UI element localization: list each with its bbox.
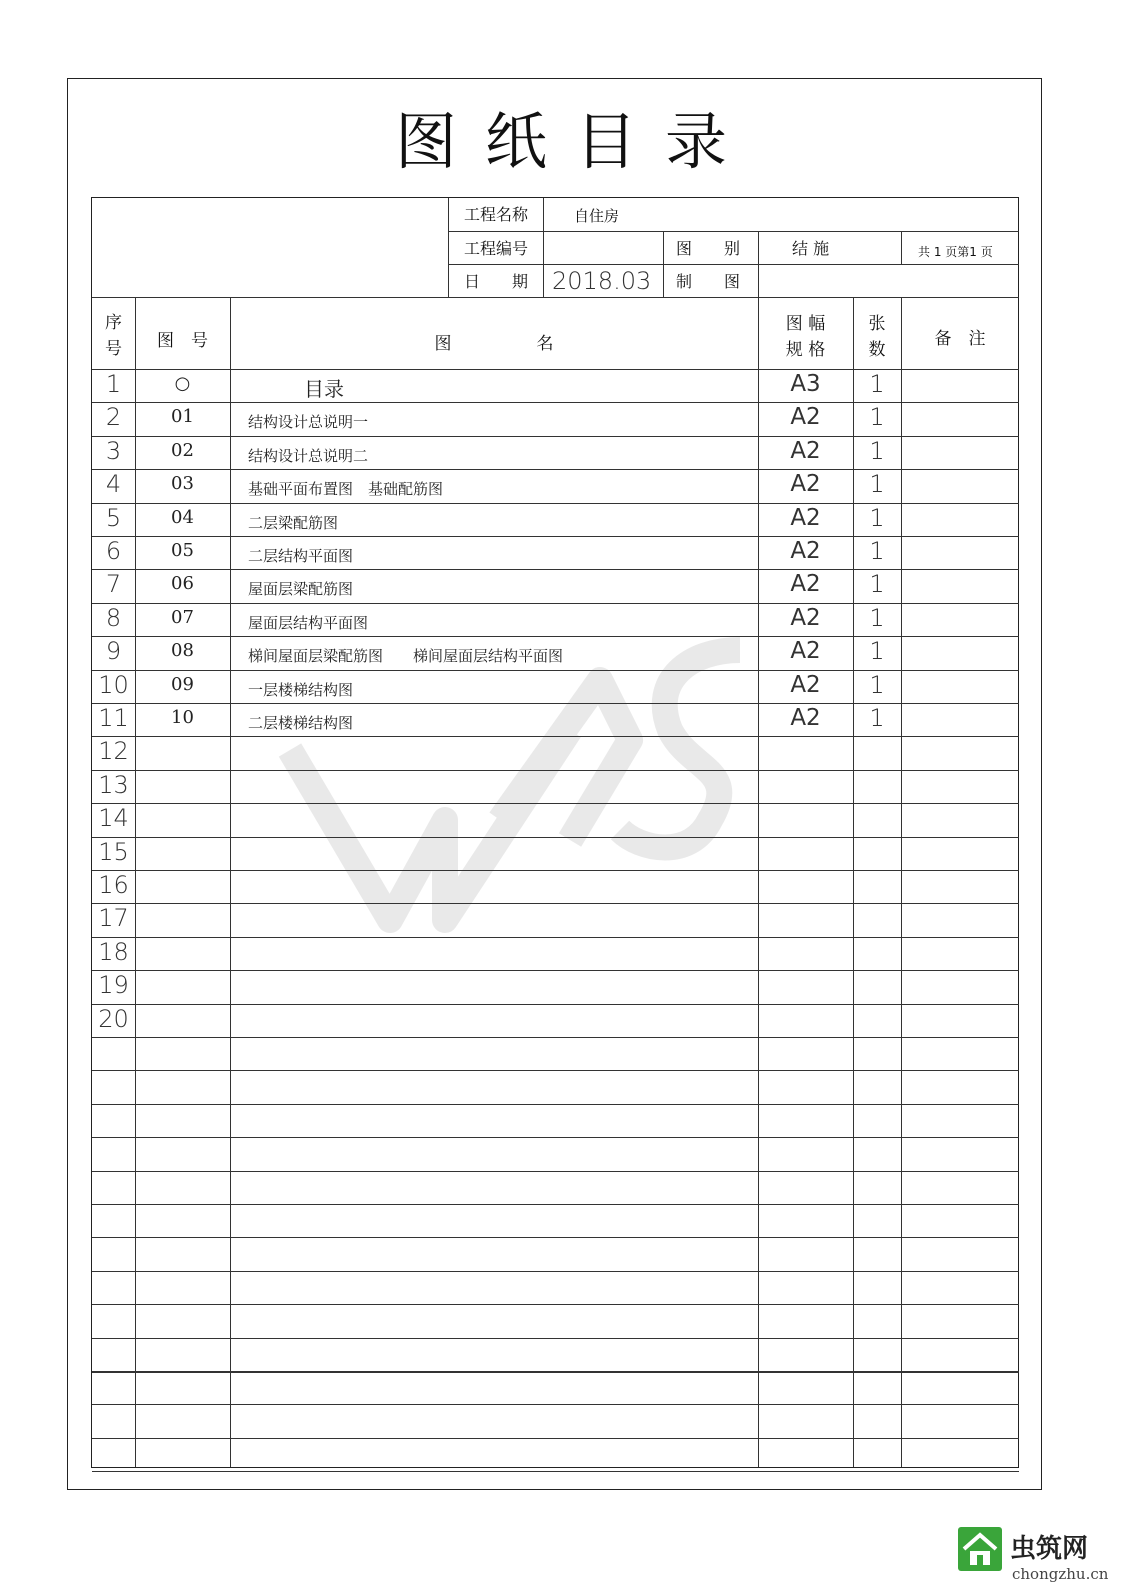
row-count: 1 — [869, 503, 885, 532]
drawing-type-value: 结 施 — [792, 239, 830, 258]
row-count: 1 — [869, 370, 885, 398]
header-count-line1: 张 — [868, 314, 886, 334]
svg-text:虫筑网: 虫筑网 — [1010, 1534, 1089, 1564]
row-code: 09 — [171, 673, 194, 695]
header-remark: 备 注 — [934, 329, 986, 349]
row-seq: 9 — [105, 637, 122, 666]
table-row — [92, 536, 1019, 569]
table-row — [92, 970, 1019, 1003]
row-code: 04 — [171, 506, 194, 528]
table-row — [92, 670, 1019, 703]
header-seq — [92, 310, 135, 362]
row-seq: 7 — [105, 570, 122, 599]
table-row — [92, 770, 1019, 803]
header-format — [758, 311, 853, 363]
header-format-line2: 规 格 — [785, 340, 826, 360]
drawing-type-label: 图 别 — [676, 239, 741, 258]
row-code: 02 — [171, 439, 194, 461]
row-seq: 3 — [105, 436, 122, 465]
row-seq: 19 — [98, 971, 129, 1000]
row-format: A2 — [790, 437, 821, 464]
row-seq: 12 — [98, 737, 129, 766]
table-row — [92, 837, 1019, 870]
table-row — [92, 703, 1019, 736]
row-format: A2 — [790, 705, 821, 731]
row-count: 1 — [869, 704, 885, 732]
table-row — [92, 1104, 1019, 1137]
row-format: A2 — [790, 571, 821, 598]
row-name: 屋面层结构平面图 — [248, 613, 369, 632]
row-format: A2 — [790, 504, 821, 531]
table-row — [92, 469, 1019, 502]
project-name-value: 自住房 — [574, 207, 620, 225]
row-name: 一层楼梯结构图 — [248, 680, 354, 699]
table-row — [92, 569, 1019, 602]
row-code: 06 — [171, 573, 194, 595]
chongzhu-logo — [958, 1525, 1108, 1585]
table-row — [92, 603, 1019, 636]
header-count — [853, 311, 901, 363]
row-seq: 11 — [98, 704, 129, 732]
row-count: 1 — [869, 670, 885, 699]
row-seq: 18 — [98, 937, 129, 966]
row-name: 目录 — [304, 377, 344, 401]
row-name: 结构设计总说明一 — [248, 413, 369, 432]
table-row — [92, 1237, 1019, 1270]
row-seq: 10 — [98, 670, 129, 699]
row-seq: 15 — [98, 837, 129, 866]
catalog-table — [91, 197, 1019, 1468]
row-code: 05 — [171, 540, 194, 561]
table-row — [92, 1037, 1019, 1070]
header-format-line1: 图 幅 — [785, 314, 826, 334]
table-row — [92, 803, 1019, 836]
table-row — [92, 1438, 1019, 1471]
table-row — [92, 1304, 1019, 1337]
table-row — [92, 1171, 1019, 1204]
row-count: 1 — [869, 603, 885, 632]
header-seq-line2: 号 — [105, 339, 122, 359]
row-format: A2 — [790, 604, 821, 631]
row-format: A2 — [790, 471, 821, 498]
row-seq: 8 — [105, 603, 122, 632]
date-value: 2018.03 — [552, 267, 652, 295]
header-code: 图 号 — [157, 331, 208, 351]
table-row — [92, 636, 1019, 669]
table-row — [92, 1004, 1019, 1037]
table-row — [92, 937, 1019, 970]
row-seq: 2 — [105, 403, 122, 432]
row-name: 结构设计总说明二 — [248, 446, 369, 465]
row-count: 1 — [869, 403, 885, 432]
date-label: 日 期 — [464, 272, 529, 291]
header-name: 图 名 — [434, 334, 554, 354]
row-name: 二层结构平面图 — [248, 547, 354, 565]
row-name: 梯间屋面层梁配筋图 梯间屋面层结构平面图 — [248, 647, 564, 666]
table-row — [92, 870, 1019, 903]
row-code: 03 — [171, 473, 194, 495]
row-seq: 13 — [98, 770, 129, 799]
table-row — [92, 436, 1019, 469]
row-code: 01 — [171, 406, 194, 428]
row-code: 07 — [171, 606, 194, 628]
row-code: 08 — [171, 640, 194, 662]
row-name: 基础平面布置图 基础配筋图 — [248, 480, 444, 499]
page-title: 图纸目录 — [394, 105, 755, 178]
row-format: A3 — [790, 371, 821, 397]
row-seq: 17 — [98, 904, 129, 933]
svg-text:chongzhu.cn: chongzhu.cn — [1012, 1565, 1108, 1583]
header-count-line2: 数 — [868, 340, 886, 360]
table-row — [92, 1271, 1019, 1304]
row-count: 1 — [869, 637, 885, 666]
row-count: 1 — [869, 436, 885, 465]
row-count: 1 — [869, 470, 885, 499]
row-name: 二层梁配筋图 — [248, 513, 339, 532]
row-seq: 5 — [105, 503, 122, 532]
table-row — [92, 1137, 1019, 1170]
row-format: A2 — [790, 538, 821, 564]
table-row — [92, 1371, 1019, 1404]
row-seq: 1 — [105, 370, 122, 398]
row-seq: 14 — [98, 804, 129, 833]
row-seq: 20 — [98, 1004, 129, 1033]
row-name: 二层楼梯结构图 — [248, 714, 354, 732]
page-count: 共 1 页第1 页 — [918, 245, 993, 259]
table-row — [92, 402, 1019, 435]
header-seq-line1: 序 — [105, 313, 122, 333]
drafter-label: 制 图 — [676, 272, 741, 291]
row-format: A2 — [790, 671, 821, 698]
table-row — [92, 1204, 1019, 1237]
row-seq: 4 — [105, 470, 122, 499]
table-row — [92, 1338, 1019, 1371]
table-row — [92, 503, 1019, 536]
row-count: 1 — [869, 570, 885, 599]
row-seq: 16 — [98, 871, 129, 899]
project-no-label: 工程编号 — [464, 239, 529, 258]
row-count: 1 — [869, 537, 885, 565]
table-row — [92, 903, 1019, 936]
table-row — [92, 369, 1019, 402]
table-row — [92, 1404, 1019, 1437]
row-format: A2 — [790, 638, 821, 665]
table-row — [92, 736, 1019, 769]
project-name-label: 工程名称 — [464, 205, 529, 224]
row-code: 10 — [171, 707, 194, 728]
row-code: ○ — [174, 373, 191, 394]
table-row — [92, 1070, 1019, 1103]
row-format: A2 — [790, 404, 821, 431]
row-seq: 6 — [105, 537, 122, 565]
row-name: 屋面层梁配筋图 — [248, 580, 354, 599]
